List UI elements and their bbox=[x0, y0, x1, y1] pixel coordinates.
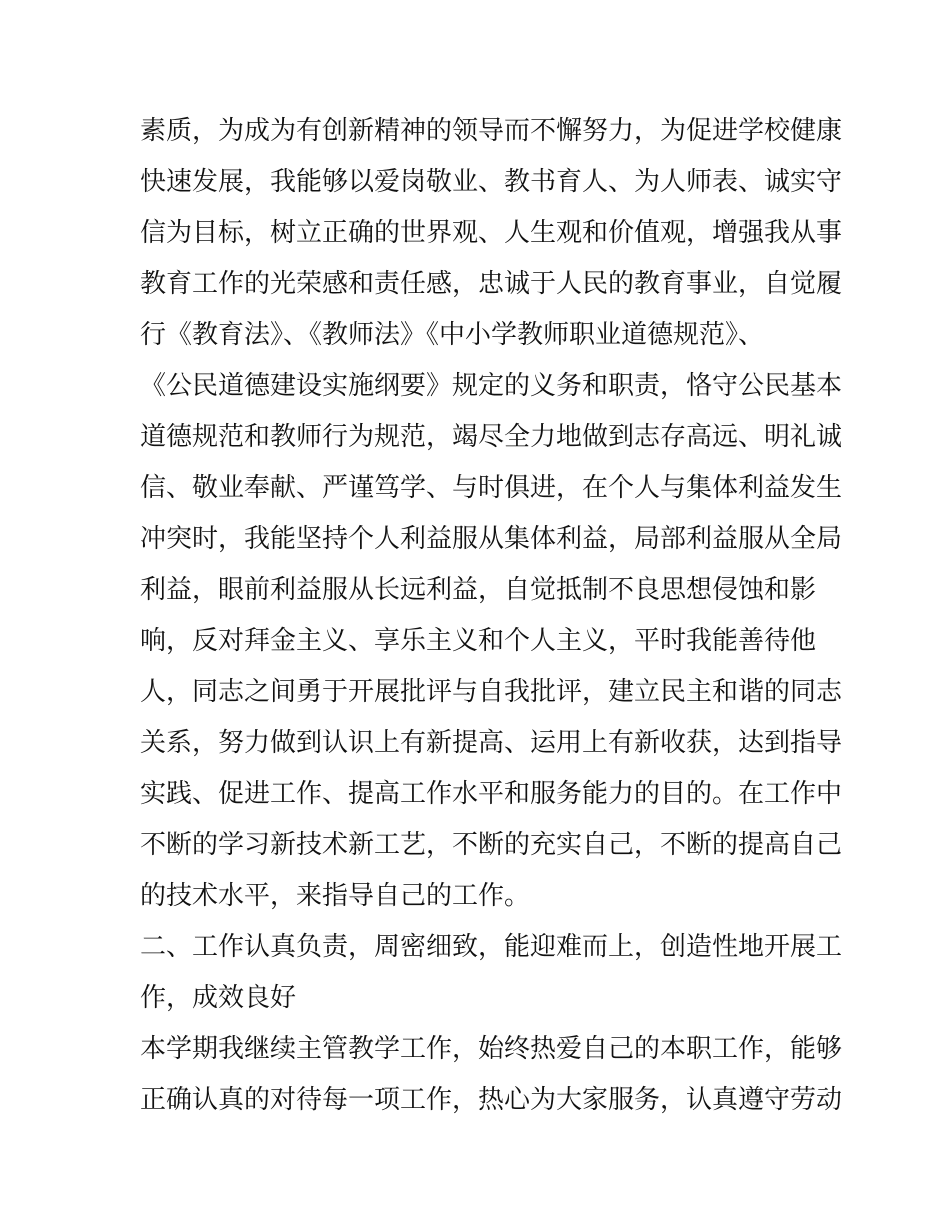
text-line: 正确认真的对待每一项工作，热心为大家服务，认真遵守劳动 bbox=[140, 1085, 843, 1115]
document-body bbox=[140, 106, 843, 1126]
text-line: 本学期我继续主管教学工作，始终热爱自己的本职工作，能够 bbox=[140, 1034, 843, 1064]
text-line: 快速发展，我能够以爱岗敬业、教书育人、为人师表、诚实守 bbox=[140, 167, 843, 197]
text-line: 关系，努力做到认识上有新提高、运用上有新收获，达到指导 bbox=[140, 728, 843, 758]
section-heading-continued: 作，成效良好 bbox=[140, 983, 297, 1013]
text-line: 实践、促进工作、提高工作水平和服务能力的目的。在工作中 bbox=[140, 779, 843, 809]
text-line: 不断的学习新技术新工艺，不断的充实自己，不断的提高自己 bbox=[140, 830, 843, 860]
text-line: 的技术水平，来指导自己的工作。 bbox=[140, 881, 531, 911]
text-line: 《公民道德建设实施纲要》规定的义务和职责，恪守公民基本 bbox=[140, 371, 843, 401]
text-line: 利益，眼前利益服从长远利益，自觉抵制不良思想侵蚀和影 bbox=[140, 575, 817, 605]
text-line: 人，同志之间勇于开展批评与自我批评，建立民主和谐的同志 bbox=[140, 677, 843, 707]
text-line: 行《教育法》、《教师法》《中小学教师职业道德规范》、 bbox=[140, 320, 765, 350]
text-line: 道德规范和教师行为规范，竭尽全力地做到志存高远、明礼诚 bbox=[140, 422, 843, 452]
text-line: 响，反对拜金主义、享乐主义和个人主义，平时我能善待他 bbox=[140, 626, 817, 656]
text-line: 素质，为成为有创新精神的领导而不懈努力，为促进学校健康 bbox=[140, 116, 843, 146]
text-line: 冲突时，我能坚持个人利益服从集体利益，局部利益服从全局 bbox=[140, 524, 843, 554]
text-line: 信为目标，树立正确的世界观、人生观和价值观，增强我从事 bbox=[140, 218, 843, 248]
section-heading: 二、工作认真负责，周密细致，能迎难而上，创造性地开展工 bbox=[140, 932, 843, 962]
text-line: 教育工作的光荣感和责任感，忠诚于人民的教育事业，自觉履 bbox=[140, 269, 843, 299]
text-line: 信、敬业奉献、严谨笃学、与时俱进，在个人与集体利益发生 bbox=[140, 473, 843, 503]
